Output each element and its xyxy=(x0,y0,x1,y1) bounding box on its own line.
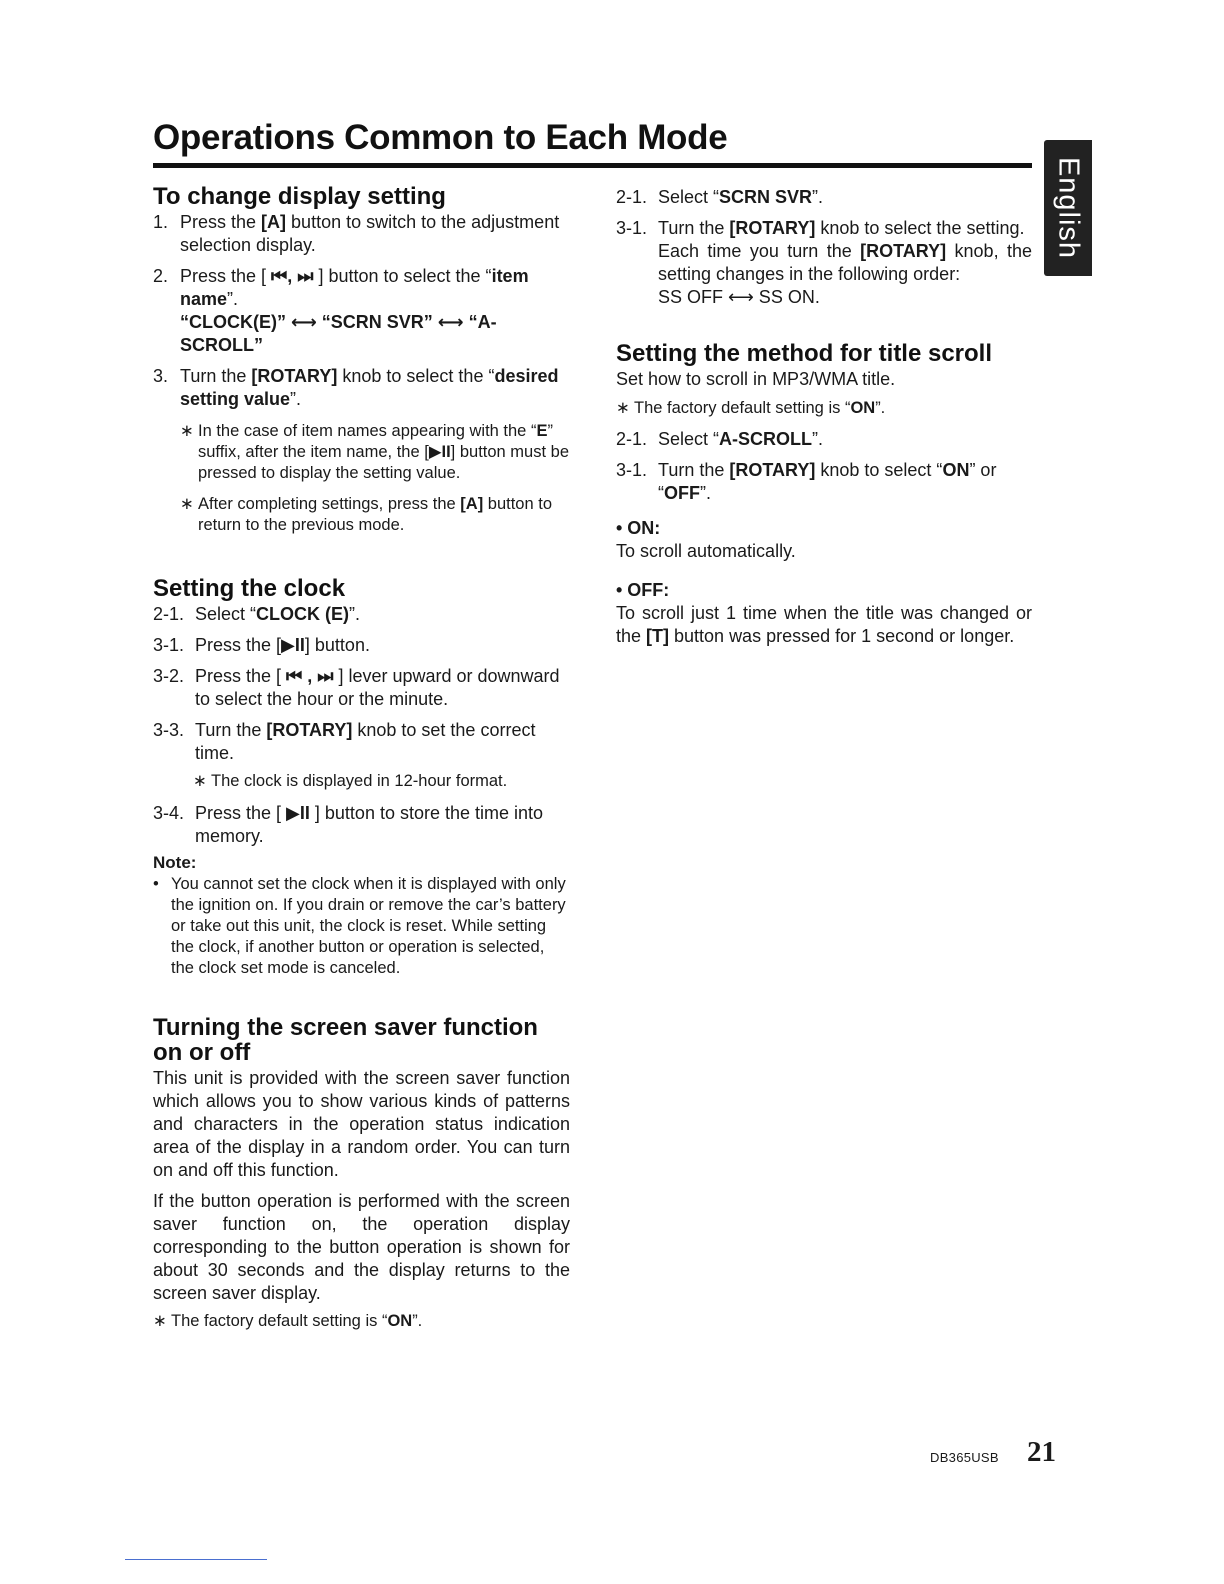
scroll-step-3-1 xyxy=(616,459,1032,505)
skip-buttons-ref: ⏮ , ⏭ xyxy=(286,666,334,686)
step-sub-text: Each time you turn the [ROTARY] knob, the setting changes in the following order: xyxy=(658,241,1032,284)
right-column xyxy=(616,186,1032,648)
step-text: Select “A-SCROLL”. xyxy=(658,429,824,449)
step-number: 1. xyxy=(153,212,169,232)
screensaver-paragraph-2: If the button operation is performed with the screen saver function on, the operation display corresponding to the button operation is shown for about 30 seconds and the display returns to the screen saver display. xyxy=(153,1191,570,1303)
play-pause-icon: ▶II xyxy=(428,443,451,461)
scroll-heading: Setting the method for title scroll xyxy=(616,340,993,367)
item-sequence: “CLOCK(E)” ⟷ “SCRN SVR” ⟷ “A-SCROLL” xyxy=(180,312,497,355)
asterisk-icon: ∗ xyxy=(193,772,207,790)
step-number: 3. xyxy=(153,366,169,386)
scroll-default-note xyxy=(616,398,1032,419)
step-number: 3-2. xyxy=(153,666,185,686)
note-text: You cannot set the clock when it is displayed with only the ignition on. If you drain or remove the car’s battery or take out this unit, the clock is reset. While setting the clock, if another button or operation is selected, the clock set mode is canceled. xyxy=(171,875,566,977)
step-number: 3-4. xyxy=(153,803,185,823)
skip-buttons-ref: ⏮, ⏭ xyxy=(271,266,314,286)
step-text: Press the [▶II] button. xyxy=(195,635,370,655)
scroll-intro: Set how to scroll in MP3/WMA title. xyxy=(616,369,896,389)
screensaver-heading: Turning the screen saver function on or off xyxy=(153,1014,538,1066)
on-option-label: • ON: xyxy=(616,518,661,538)
clock-step-3-2 xyxy=(153,665,570,711)
rotary-knob-ref: [ROTARY] xyxy=(860,241,947,261)
step-number: 2-1. xyxy=(616,187,648,207)
display-setting-heading: To change display setting xyxy=(153,183,446,210)
asterisk-icon: ∗ xyxy=(153,1312,167,1330)
play-pause-icon: ▶II xyxy=(281,635,305,655)
display-step-3 xyxy=(153,365,570,411)
language-tab xyxy=(1044,140,1092,276)
scroll-section xyxy=(616,341,1032,648)
clock-step-3-4 xyxy=(153,802,570,848)
asterisk-icon: ∗ xyxy=(180,422,194,440)
step-number: 3-1. xyxy=(153,635,185,655)
screensaver-step-2-1 xyxy=(616,186,1032,209)
clock-note-bullet xyxy=(153,874,570,979)
step-number: 3-1. xyxy=(616,218,648,238)
note-text: The factory default setting is “ON”. xyxy=(634,399,886,417)
step-text: Turn the [ROTARY] knob to select “ON” or “OFF”. xyxy=(658,460,997,503)
on-option-text: To scroll automatically. xyxy=(616,541,796,561)
step-number: 3-3. xyxy=(153,720,185,740)
step-number: 2. xyxy=(153,266,169,286)
bullet-icon: • xyxy=(153,875,159,893)
ss-sequence: SS OFF ⟷ SS ON. xyxy=(658,287,820,307)
clock-step-2-1 xyxy=(153,603,570,626)
page-number: 21 xyxy=(1027,1436,1056,1468)
screensaver-paragraph-1: This unit is provided with the screen saver function which allows you to show various kinds of patterns and characters in the operation status indication area of the display in a random order. You can turn on and off this function. xyxy=(153,1068,570,1180)
step-text: Press the [A] button to switch to the adjustment selection display. xyxy=(180,212,560,255)
rotary-knob-ref: [ROTARY] xyxy=(729,460,816,480)
play-pause-icon: ▶II xyxy=(286,803,310,823)
display-note-1 xyxy=(180,421,570,484)
clock-heading: Setting the clock xyxy=(153,575,346,602)
step-text: Select “CLOCK (E)”. xyxy=(195,604,361,624)
off-option-label: • OFF: xyxy=(616,580,670,600)
clock-step-3-1 xyxy=(153,634,570,657)
note-text: The factory default setting is “ON”. xyxy=(171,1312,423,1330)
clock-step-3-3 xyxy=(153,719,570,765)
display-note-2 xyxy=(180,494,570,536)
step-text: Press the [ ⏮, ⏭ ] button to select the “item name”. “CLOCK(E)” ⟷ “SCRN SVR” ⟷ “A-SCROLL” xyxy=(180,265,570,357)
note-text: In the case of item names appearing with the “E” suffix, after the item name, the [▶II] button must be pressed to display the setting value. xyxy=(198,422,569,482)
model-number: DB365USB xyxy=(930,1450,999,1465)
step-text: Select “SCRN SVR”. xyxy=(658,187,824,207)
title-rule xyxy=(153,163,1032,168)
clock-note xyxy=(193,771,570,792)
screensaver-steps xyxy=(616,186,1032,309)
clock-section xyxy=(153,576,570,979)
a-button-ref: [A] xyxy=(261,212,287,232)
display-step-2 xyxy=(153,265,570,357)
page-title: Operations Common to Each Mode xyxy=(153,118,728,157)
t-button-ref: [T] xyxy=(646,626,670,646)
off-option-text: To scroll just 1 time when the title was changed or the [T] button was pressed for 1 second or longer. xyxy=(616,603,1032,646)
asterisk-icon: ∗ xyxy=(616,399,630,417)
step-text: Turn the [ROTARY] knob to select the setting. Each time you turn the [ROTARY] knob, the setting changes in the following order: SS OFF ⟷ SS ON. xyxy=(658,218,1032,307)
step-text: Turn the [ROTARY] knob to set the correct time. xyxy=(195,720,536,763)
rotary-knob-ref: [ROTARY] xyxy=(251,366,338,386)
screensaver-step-3-1 xyxy=(616,217,1032,309)
rotary-knob-ref: [ROTARY] xyxy=(266,720,353,740)
step-text: Press the [ ▶II ] button to store the time into memory. xyxy=(195,803,544,846)
note-text: The clock is displayed in 12-hour format. xyxy=(211,772,508,790)
asterisk-icon: ∗ xyxy=(180,495,194,513)
scroll-step-2-1 xyxy=(616,428,1032,451)
language-tab-label: English xyxy=(1052,156,1085,260)
rotary-knob-ref: [ROTARY] xyxy=(729,218,816,238)
display-step-1 xyxy=(153,211,570,257)
step-number: 2-1. xyxy=(153,604,185,624)
step-text: Turn the [ROTARY] knob to select the “desired setting value”. xyxy=(180,366,559,409)
footer-divider xyxy=(125,1559,267,1560)
screensaver-section xyxy=(153,1015,570,1332)
note-label: Note: xyxy=(153,853,197,872)
step-number: 2-1. xyxy=(616,429,648,449)
screensaver-default-note xyxy=(153,1311,570,1332)
display-setting-section xyxy=(153,184,570,536)
step-text: Press the [ ⏮ , ⏭ ] lever upward or downward to select the hour or the minute. xyxy=(195,666,560,709)
a-button-ref: [A] xyxy=(460,495,484,513)
step-number: 3-1. xyxy=(616,460,648,480)
left-column xyxy=(153,184,570,1342)
note-text: After completing settings, press the [A] button to return to the previous mode. xyxy=(198,495,553,534)
